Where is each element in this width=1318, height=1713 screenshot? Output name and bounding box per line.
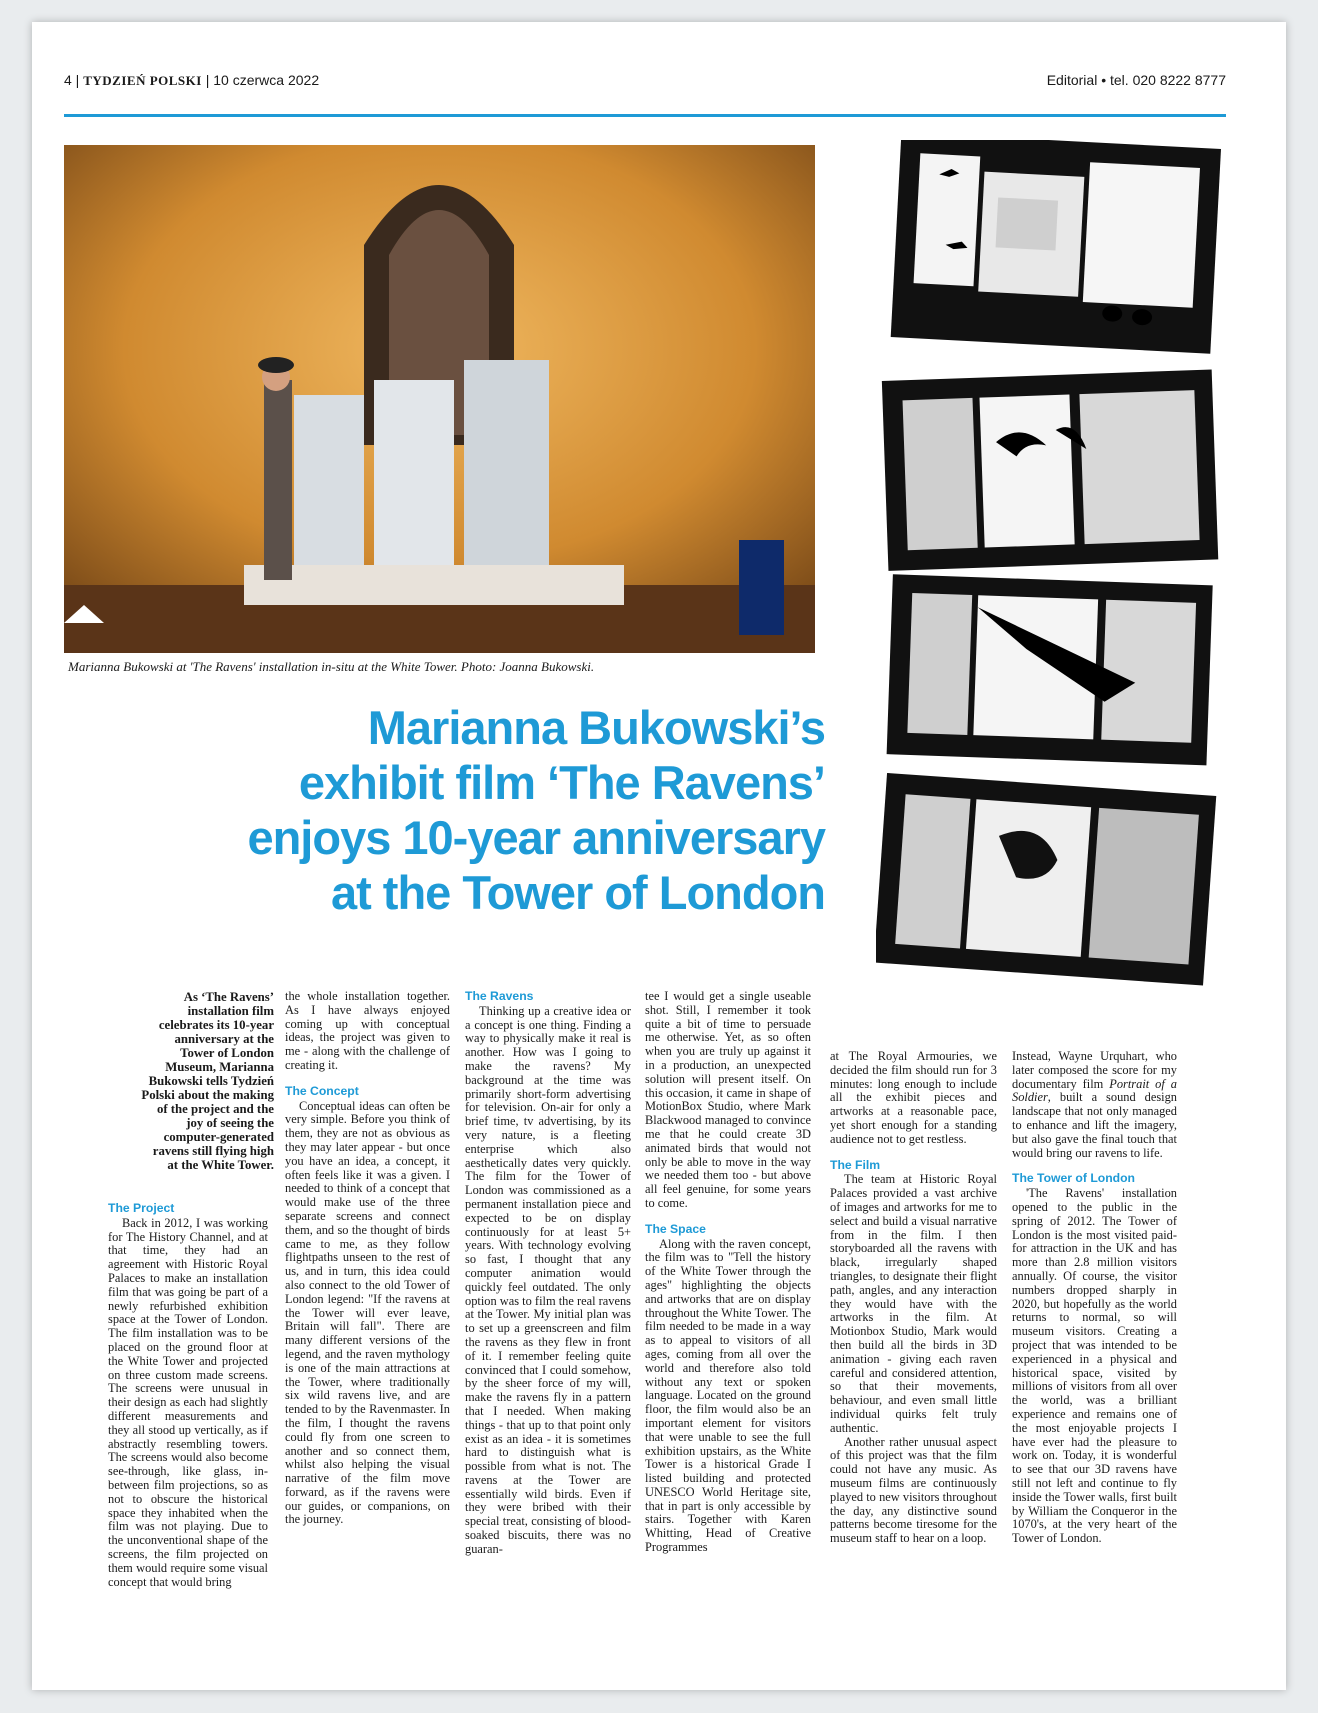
section-name: Editorial <box>1046 72 1098 88</box>
article-standfirst: As ‘The Ravens’ installation film celebrates its 10-year anniversary at the Tower of London Museum, Marianna Bukowski tells Tydzień Polski about the making of the project and the joy of seeing the computer-generated ravens still flying high at the White Tower. <box>141 990 274 1172</box>
headline-line: Marianna Bukowski’s <box>367 701 825 754</box>
issue-date: 10 czerwca 2022 <box>213 72 320 88</box>
paragraph: Another rather unusual aspect of this project was that the film could not have any music. As museum films are continuously played to new visitors throughout the day, any distinctive sound patterns become tiresome for the museum staff to hear on a loop. <box>830 1434 997 1546</box>
article-headline <box>160 700 825 920</box>
paragraph: Along with the raven concept, the film was to "Tell the history of the White Tower through the ages" highlighting the objects and artworks that are on display throughout the White Tower. The film needed to be made in a way as to appeal to visitors of all ages, coming from all over the world and therefore also told without any text or spoken language. Located on the ground floor, the film would also be an important element for visitors that were unable to see the full exhibition upstairs, as the White Tower is a historical Grade I listed building and protected UNESCO World Heritage site, that in part is only accessible by stairs. Together with Karen Whitting, Head of Creative Programmes <box>645 1236 811 1555</box>
section-heading: The Project <box>108 1201 175 1215</box>
article-column-3 <box>465 990 631 1557</box>
paragraph: at The Royal Armouries, we decided the film should run for 3 minutes: long enough to include all the exhibit pieces and artworks at a reasonable pace, yet short enough for a standing audience not to get restless. <box>830 1049 997 1146</box>
paragraph: tee I would get a single useable shot. Still, I remember it took quite a bit of time to persuade me otherwise. Yet, as so often when you are truly up against it in a production, an unexpected solution will present itself. On this occasion, it came in shape of MotionBox Studio, where Mark Blackwood managed to convince me that he could create 3D animated birds that would not only be able to move in the way we needed them too - but above all feel genuine, for some years to come. <box>645 989 811 1210</box>
film-still <box>876 773 1216 986</box>
article-column-1 <box>108 1190 268 1589</box>
paragraph: Instead, Wayne Urquhart, who later composed the score for my documentary film Portrait of a Soldier, built a sound design landscape that not only managed to enhance and lift the imagery, but also gave the final touch that would bring our ravens to life. <box>1012 1049 1177 1160</box>
page-header: 4 | TYDZIEŃ POLSKI | 10 czerwca 2022 Editorial • tel. 020 8222 8777 <box>64 72 1226 88</box>
raven-film-stills <box>876 140 1236 1020</box>
film-still <box>887 574 1213 765</box>
article-column-2 <box>285 990 450 1527</box>
paragraph: Thinking up a creative idea or a concept is one thing. Finding a way to physically make it real is another. How was I going to make the ravens? My background at the time was primarily short-form advertising for television. On-air for only a brief time, tv advertising, by its very nature, is a fleeting enterprise which also aesthetically dates very quickly. The film for the Tower of London was commissioned as a permanent installation piece and expected to be on display continuously for at least 5+ years. With technology evolving so fast, I thought that any computer animation would quickly feel outdated. The only option was to film the real ravens at the Tower. My initial plan was to set up a greenscreen and film the ravens as they flew in front of it. I remember feeling quite convinced that I could somehow, by the sheer force of my will, make the ravens fly in a pattern that I needed. When making things - that up to that point only exist as an idea - it is sometimes hard to distinguish what is possible from what is not. The ravens at the Tower are essentially wild birds. Even if they were bribed with their special treat, consisting of blood-soaked biscuits, there was no guaran- <box>465 1003 631 1556</box>
headline-line: exhibit film ‘The Ravens’ <box>298 756 825 809</box>
paragraph: the whole installation together. As I have always enjoyed coming up with conceptual ideas, the project was given to me - along with the challenge of creating it. <box>285 989 450 1072</box>
film-still <box>891 140 1221 354</box>
section-heading: The Tower of London <box>1012 1171 1135 1186</box>
section-heading: The Ravens <box>465 989 534 1003</box>
photo-caption: Marianna Bukowski at 'The Ravens' installation in-situ at the White Tower. Photo: Joanna Bukowski. <box>68 659 595 674</box>
section-heading: The Film <box>830 1157 881 1172</box>
paragraph: The team at Historic Royal Palaces provided a vast archive of images and artworks for me to select and build a visual narrative from in the film. I then storyboarded all the ravens with black, irregularly shaped triangles, to designate their flight path, angles, and any interaction they would have with the artworks in the film. At Motionbox Studio, Mark would then build all the birds in 3D animation - giving each raven careful and considered attention, so that their movements, behaviour, and even small little individual quirks felt truly authentic. <box>830 1172 997 1435</box>
film-still <box>882 370 1218 571</box>
paragraph: Back in 2012, I was working for The History Channel, and at that time, they had an agreement with Historic Royal Palaces to make an installation film that was going be part of a newly refurbished exhibition space at the Tower of London. The film installation was to be placed on the ground floor at the White Tower and projected on three custom made screens. The screens were unusual in their design as each had slightly different measurements and they all stood up vertically, as if abstractly resembling towers. The screens would also become see-through, like glass, in-between film projections, so as not to obscure the historical space they inhabited when the film was not playing. Due to the unconventional shape of the screens, the film projected on them would require some visual concept that would bring <box>108 1215 268 1589</box>
article-column-6 <box>1012 1050 1177 1546</box>
section-heading: The Concept <box>285 1083 359 1098</box>
paragraph: 'The Ravens' installation opened to the public in the spring of 2012. The Tower of London is the most visited paid-for attraction in the UK and has more than 2.8 million visitors annually. Of course, the visitor numbers dropped sharply in 2020, but hopefully as the world returns to normal, so will museum visitors. Creating a project that was intended to be experienced in a physical and historical space, visited by millions of visitors from all over the world, was a brilliant experience and remains one of the most enjoyable projects I have ever had the pleasure to work on. Today, it is wonderful to see that our 3D ravens have still not left and continue to fly inside the Tower walls, first built by William the Conqueror in the 1070's, at the very heart of the Tower of London. <box>1012 1186 1177 1546</box>
film-title: Portrait of a Soldier <box>1012 1076 1177 1105</box>
headline-line: at the Tower of London <box>330 866 825 919</box>
header-rule <box>64 114 1226 117</box>
article-column-5 <box>830 1050 997 1546</box>
page-number: 4 <box>64 72 72 88</box>
headline-line: enjoys 10-year anniversary <box>247 811 825 864</box>
phone-number: tel. 020 8222 8777 <box>1110 72 1226 88</box>
paragraph: Conceptual ideas can often be very simple. Before you think of them, they are not as obvious as they may later appear - but once you have an idea, a concept, it often feels like it was a given. I needed to think of a concept that would make use of the three separate screens and connect them, and so the thought of birds came to me, as they follow flightpaths unseen to the rest of us, and in turn, this idea could also connect to the old Tower of London legend: "If the ravens at the Tower will ever leave, Britain will fall". There are many different versions of the legend, and the raven mythology is one of the main attractions at the Tower, where traditionally six wild ravens live, and are tended to by the Ravenmaster. In the film, I thought the ravens could fly from one screen to another and so connect them, whilst also helping the visual narrative of the film move forward, as if the ravens were our guides, or companions, on the journey. <box>285 1098 450 1527</box>
separator-bullet: • <box>1101 72 1107 88</box>
section-heading: The Space <box>645 1221 706 1236</box>
installation-photo <box>64 145 815 653</box>
article-column-4 <box>645 990 811 1555</box>
publication-name: TYDZIEŃ POLSKI <box>83 73 202 88</box>
